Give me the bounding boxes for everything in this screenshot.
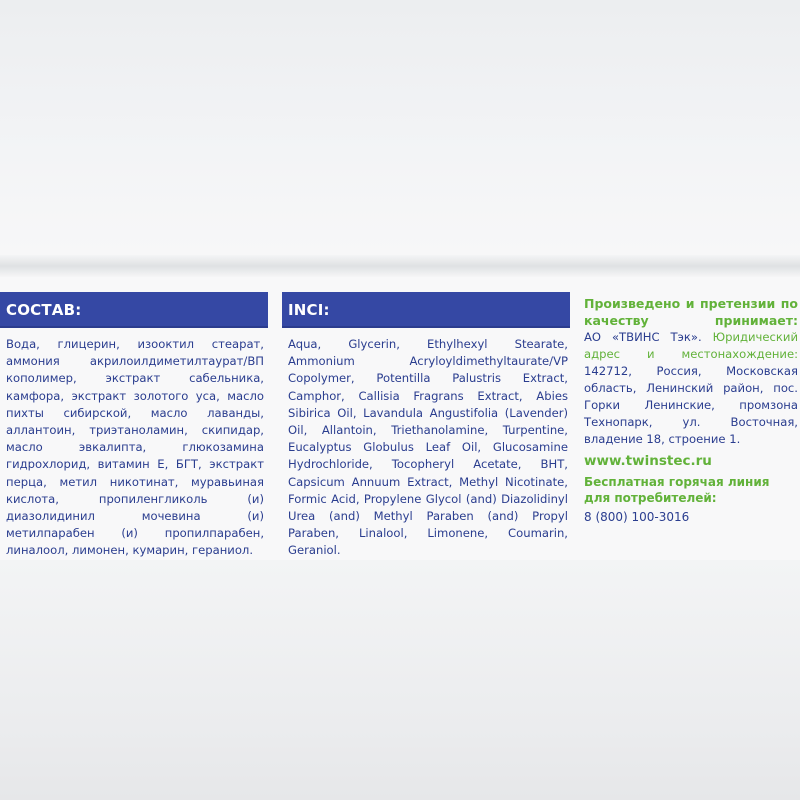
website-link: www.twinstec.ru bbox=[584, 453, 712, 469]
composition-header: СОСТАВ: bbox=[6, 301, 82, 319]
package-fold bbox=[0, 255, 800, 277]
company-name: АО «ТВИНС Тэк». bbox=[584, 330, 702, 344]
package-bottom-surface bbox=[0, 560, 800, 800]
composition-header-bar bbox=[0, 292, 268, 328]
hotline-label: Бесплатная горячая линия для потребителей: bbox=[584, 475, 770, 505]
package-top-surface bbox=[0, 0, 800, 255]
address-text: 142712, Россия, Московская область, Ленинский район, пос. Горки Ленинские, промзона Технопарк, ул. Восточная, владение 18, строение 1. bbox=[584, 364, 798, 446]
manufacturer-column bbox=[584, 292, 798, 526]
inci-header-bar bbox=[282, 292, 570, 328]
composition-column bbox=[0, 292, 268, 560]
inci-header: INCI: bbox=[288, 301, 330, 319]
hotline-phone: 8 (800) 100-3016 bbox=[584, 510, 690, 524]
manufacturer-info bbox=[584, 329, 798, 448]
inci-text: Aqua, Glycerin, Ethylhexyl Stearate, Ammonium Acryloyldimethyltaurate/VP Copolymer, Potentilla Palustris Extract, Camphor, Callisia Fragrans Extract, Abies Sibirica Oil, Lavandula Angustifolia (Lavender) Oil, Allantoin, Triethanolamine, Turpentine, Eucalyptus Globulus Leaf Oil, Glucosamine Hydrochloride, Tocopheryl Acetate, BHT, Capsicum Annuum Extract, Methyl Nicotinate, Formic Acid, Propylene Glycol (and) Diazolidinyl Urea (and) Methyl Paraben (and) Propyl Paraben, Linalool, Limonene, Coumarin, Geraniol. bbox=[288, 337, 568, 558]
inci-column bbox=[282, 292, 570, 560]
manufacturer-title: Произведено и претензии по качеству принимает: bbox=[584, 296, 798, 328]
composition-text: Вода, глицерин, изооктил стеарат, аммония акрилоилдиметилтаурат/ВП кополимер, экстракт сабельника, камфора, экстракт золотого уса, масло пихты сибирской, масло лаванды, аллантоин, триэтаноламин, скипидар, масло эвкалипта, глюкозамина гидрохлорид, витамин Е, БГТ, экстракт перца, метил никотинат, муравьиная кислота, пропиленгликоль (и) диазолидинил мочевина (и) метилпарабен (и) пропилпарабен, линалоол, лимонен, кумарин, гераниол. bbox=[6, 337, 264, 558]
legal-address-label: Юридический адрес и местонахождение: bbox=[584, 330, 798, 361]
